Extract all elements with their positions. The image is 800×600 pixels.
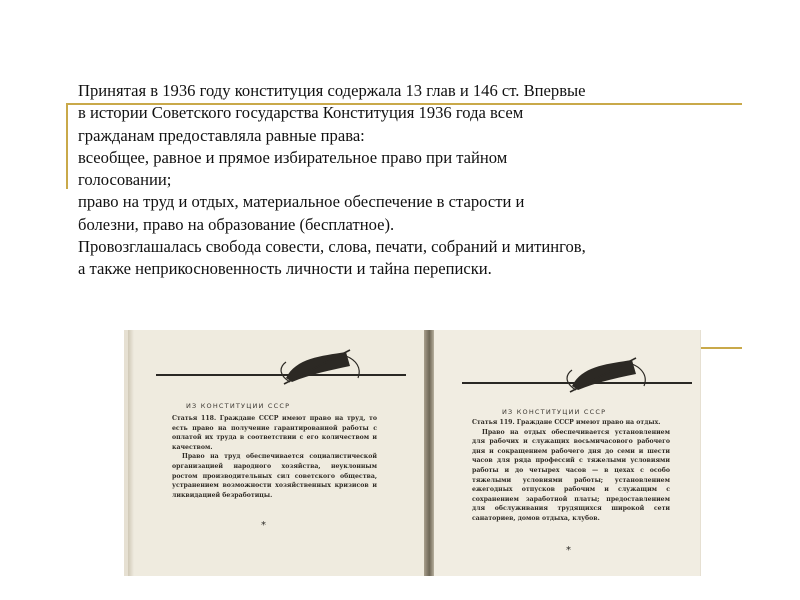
book-paragraph: Право на отдых обеспечивается установлением для рабочих и служащих восьмичасового рабочего дня и сокращением рабочего дня до семи и шести часов для ряда профессий с тяжелыми условиями работы и до четырех часов — в цехах с особо тяжелыми условиями работы; установлением ежегодных отпусков рабочим и служащим с сохранением заработной платы; предоставлением для обслуживания трудящихся широкой сети санаториев, домов отдыха, клубов. xyxy=(472,428,670,522)
slide-line: Принятая в 1936 году конституция содержала 13 глав и 146 ст. Впервые xyxy=(78,81,586,100)
book-heading: ИЗ КОНСТИТУЦИИ СССР xyxy=(502,408,607,416)
flag-ornament xyxy=(462,356,692,396)
book-photo xyxy=(124,330,701,576)
slide-line: право на труд и отдых, материальное обеспечение в старости и xyxy=(78,192,525,212)
slide-line: всеобщее, равное и прямое избирательное право при тайном xyxy=(78,147,508,167)
book-left-page xyxy=(128,330,426,576)
slide-line: болезни, право на образование (бесплатное). xyxy=(78,214,395,234)
slide-line: Провозглашалась свобода совести, слова, печати, собраний и митингов, xyxy=(78,237,586,257)
flag-ornament xyxy=(156,348,406,388)
page-edge xyxy=(128,330,134,576)
flag-icon xyxy=(562,356,652,396)
decorative-left-rule xyxy=(66,103,68,189)
book-paragraph: Право на труд обеспечивается социалистической организацией народного хозяйства, неуклонным ростом производительных сил советского общества, устранением возможности хозяйственных кризисов и ликвидацией безработицы. xyxy=(172,453,377,499)
slide-line: в истории Советского государства Конституция 1936 года всем xyxy=(78,103,524,123)
star-icon: * xyxy=(261,520,266,531)
book-article-text xyxy=(172,414,377,500)
book-paragraph: Статья 118. Граждане СССР имеют право на труд, то есть право на получение гарантированной работы с оплатой их труда в соответствии с его количеством и качеством. xyxy=(172,415,377,451)
book-paragraph: Статья 119. Граждане СССР имеют право на отдых. xyxy=(472,419,661,426)
slide-line: голосовании; xyxy=(78,170,172,190)
flag-icon xyxy=(276,348,366,388)
slide-line: гражданам предоставляла равные права: xyxy=(78,125,365,145)
slide-line: а также неприкосновенность личности и тайна переписки. xyxy=(78,259,492,279)
book-right-page xyxy=(434,330,700,576)
slide-text xyxy=(78,80,768,281)
book-article-text xyxy=(472,418,670,524)
book-heading: ИЗ КОНСТИТУЦИИ СССР xyxy=(186,402,291,410)
star-icon: * xyxy=(566,545,571,556)
